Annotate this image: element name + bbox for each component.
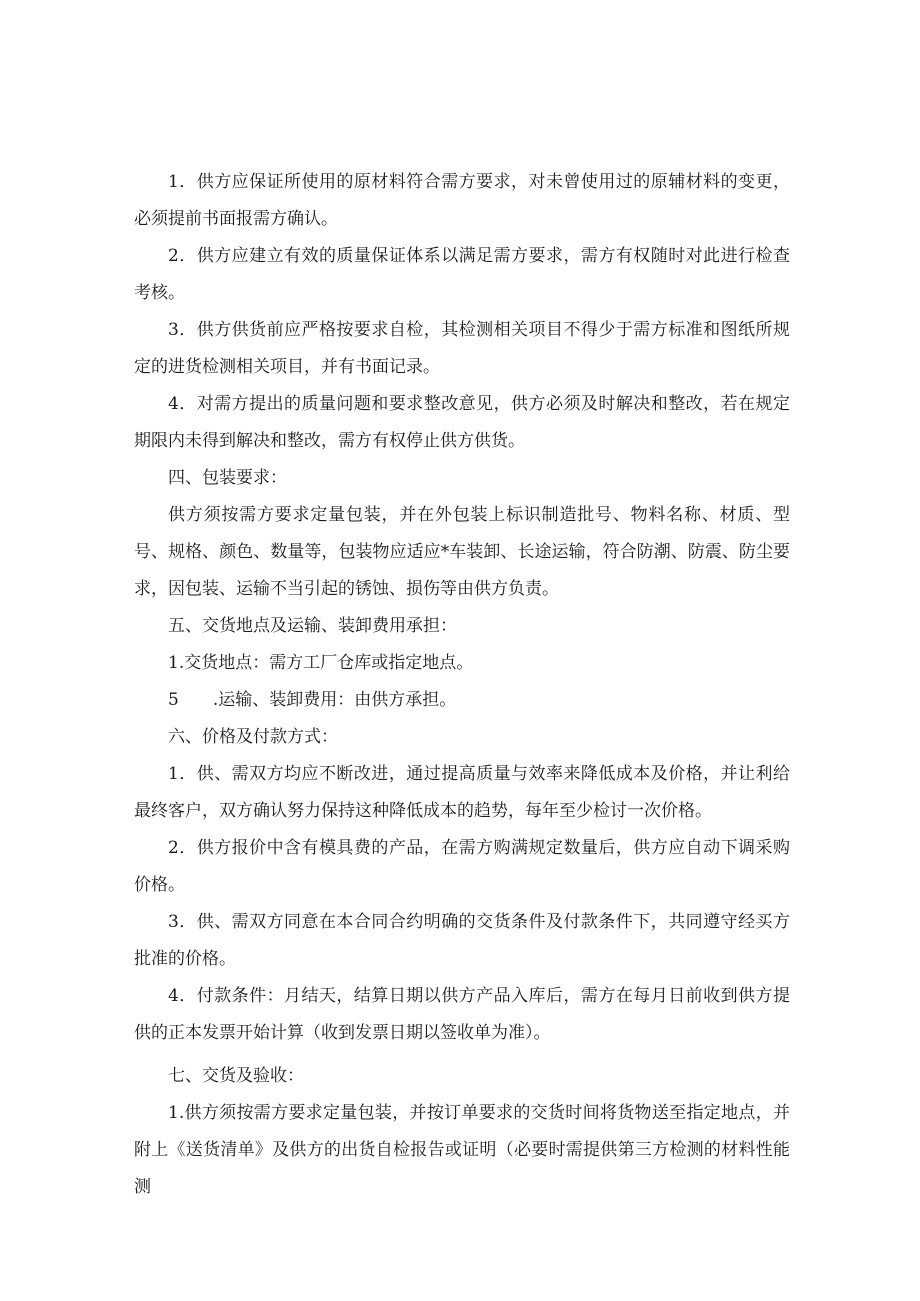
- packaging-paragraph: 供方须按需方要求定量包装，并在外包装上标识制造批号、物料名称、材质、型号、规格、颜色、数量等，包装物应适应*车装卸、长途运输，符合防潮、防震、防尘要求，因包装、运输不当引起的锈蚀、损伤等由供方负责。: [134, 505, 790, 599]
- section-heading-packaging: 四、包装要求：: [168, 468, 287, 488]
- clause-6-3: 3．供、需双方同意在本合同合约明确的交货条件及付款条件下，共同遵守经买方批准的价格。: [134, 912, 790, 969]
- section-heading-delivery-acceptance: 七、交货及验收：: [168, 1066, 304, 1086]
- clause-3-1: 1．供方应保证所使用的原材料符合需方要求，对未曾使用过的原辅材料的变更，必须提前书面报需方确认。: [134, 172, 790, 229]
- clause-5-1: 1.交货地点：需方工厂仓库或指定地点。: [168, 653, 474, 673]
- clause-7-1: 1.供方须按需方要求定量包装，并按订单要求的交货时间将货物送至指定地点，并附上《送货清单》及供方的出货自检报告或证明（必要时需提供第三方检测的材料性能测: [134, 1103, 790, 1197]
- clause-3-3: 3．供方供货前应严格按要求自检，其检测相关项目不得少于需方标准和图纸所规定的进货检测相关项目，并有书面记录。: [134, 320, 790, 377]
- document-body: [134, 164, 790, 1206]
- clause-3-4: 4．对需方提出的质量问题和要求整改意见，供方必须及时解决和整改，若在规定期限内未得到解决和整改，需方有权停止供方供货。: [134, 394, 790, 451]
- clause-6-2: 2．供方报价中含有模具费的产品，在需方购满规定数量后，供方应自动下调采购价格。: [134, 838, 790, 895]
- section-heading-delivery-location: 五、交货地点及运输、装卸费用承担：: [168, 616, 457, 636]
- clause-6-1: 1．供、需双方均应不断改进，通过提高质量与效率来降低成本及价格，并让利给最终客户，双方确认努力保持这种降低成本的趋势，每年至少检讨一次价格。: [134, 764, 790, 821]
- clause-5-2: 5 .运输、装卸费用：由供方承担。: [168, 690, 457, 710]
- clause-6-4: 4．付款条件：月结天，结算日期以供方产品入库后，需方在每月日前收到供方提供的正本发票开始计算（收到发票日期以签收单为准）。: [134, 986, 790, 1043]
- section-heading-price-payment: 六、价格及付款方式：: [168, 727, 338, 747]
- clause-3-2: 2．供方应建立有效的质量保证体系以满足需方要求，需方有权随时对此进行检查考核。: [134, 246, 790, 303]
